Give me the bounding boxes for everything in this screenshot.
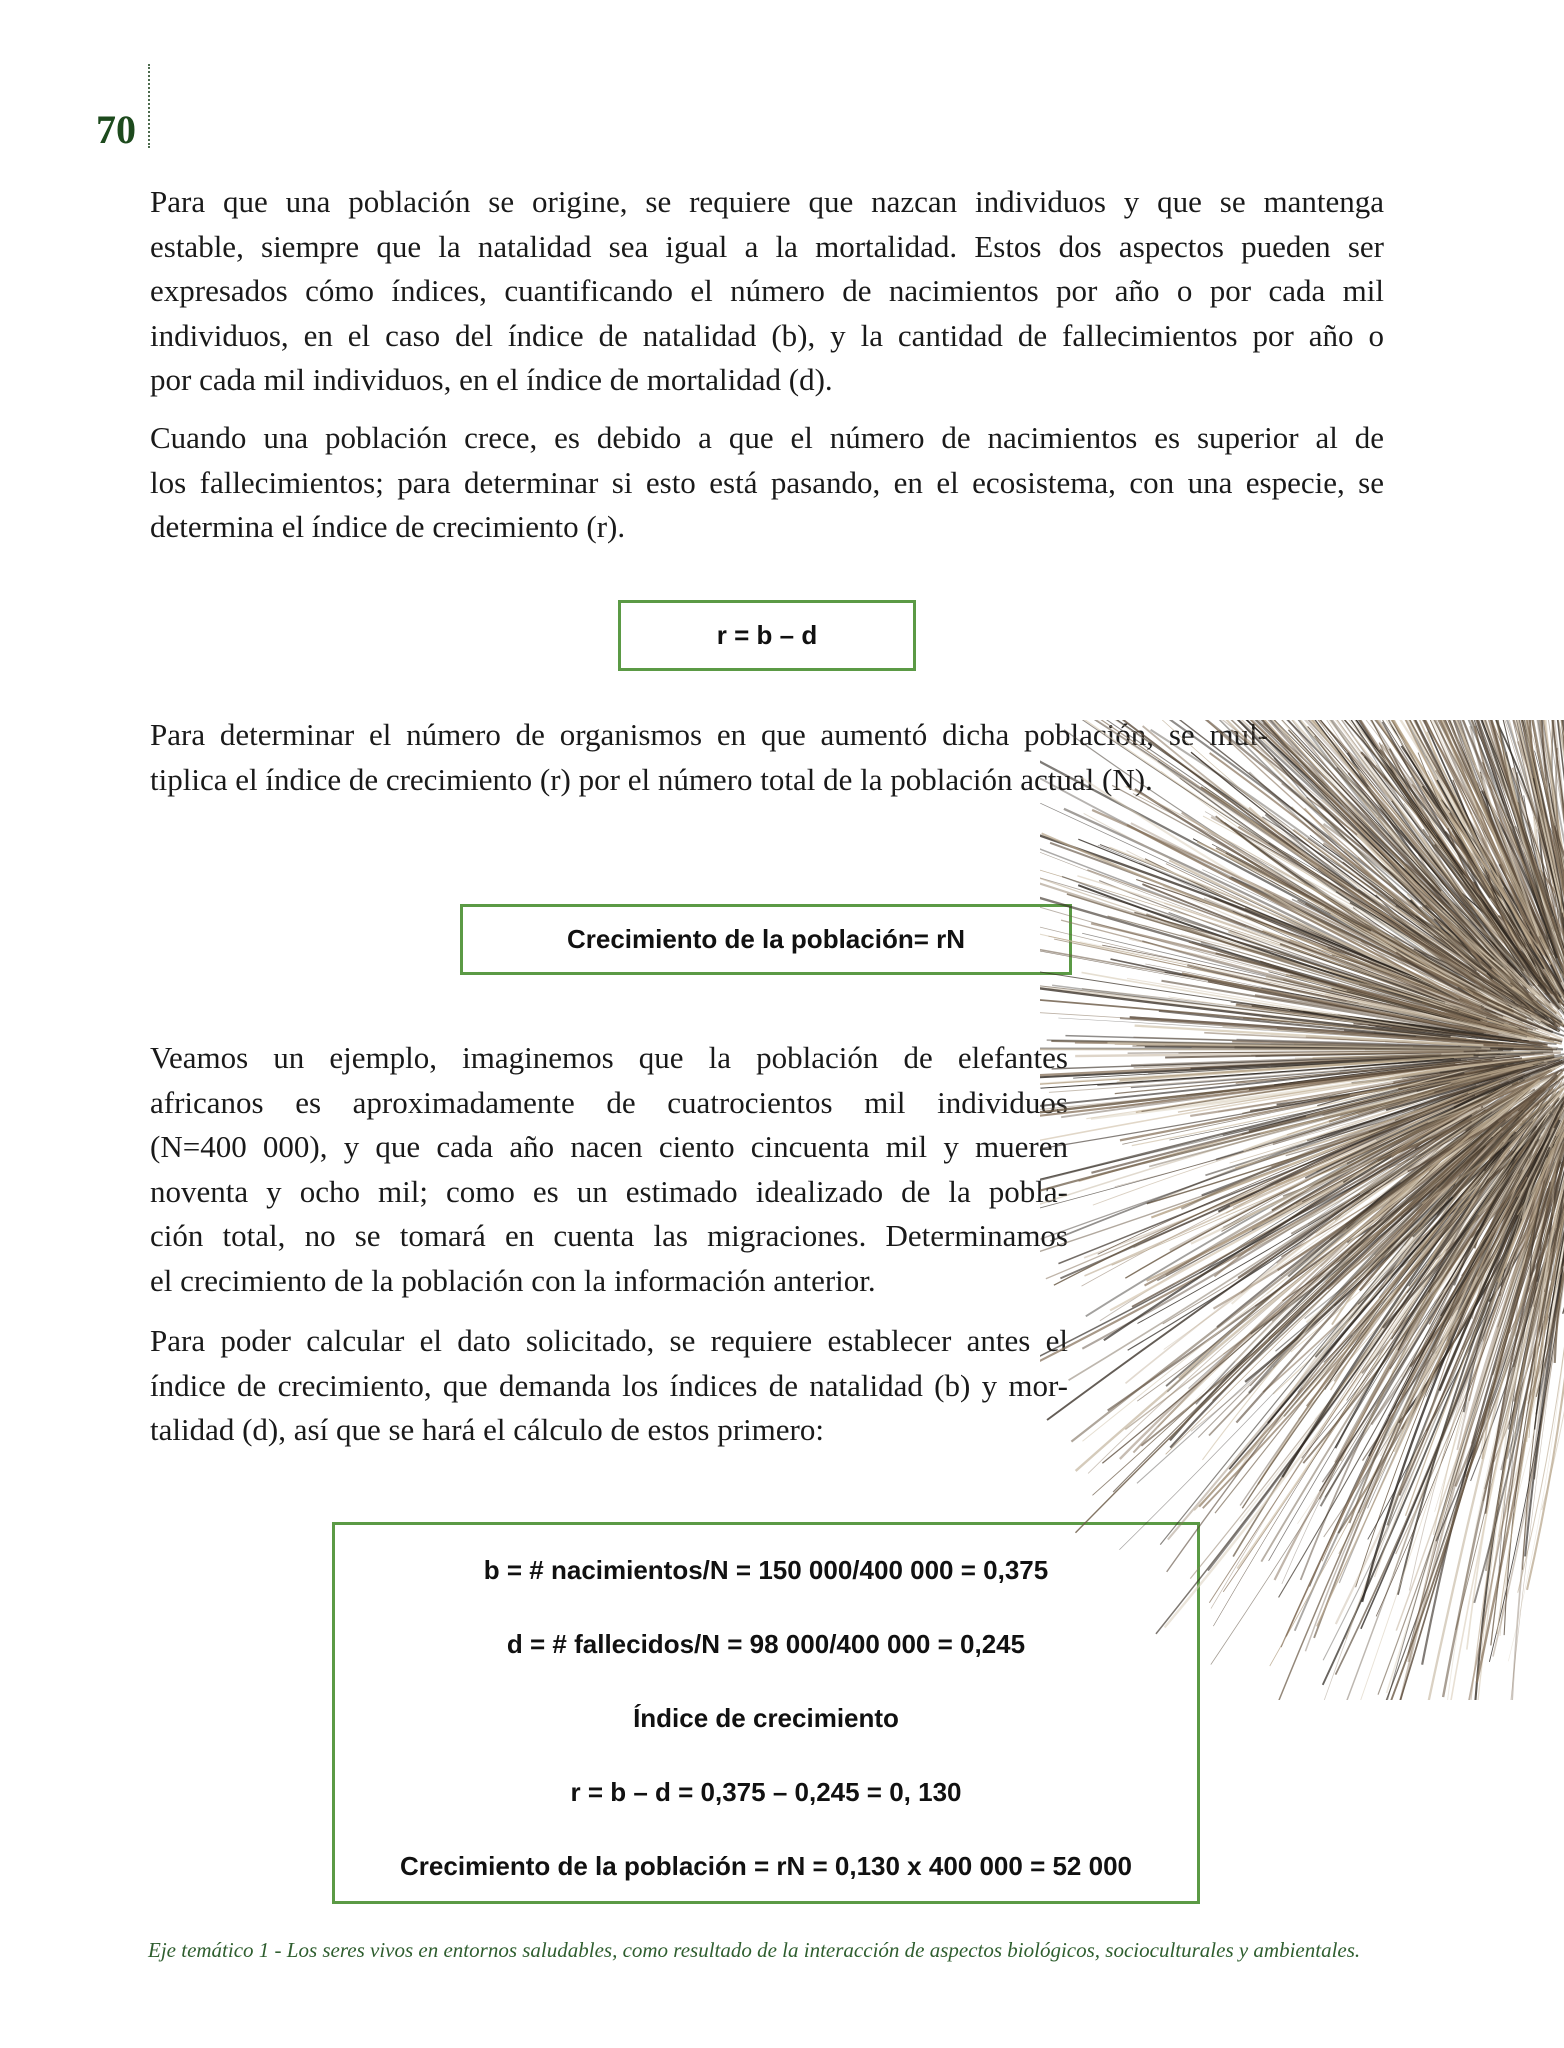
page-footer: Eje temático 1 - Los seres vivos en entornos saludables, como resultado de la interacción de aspectos biológicos, socioculturales y ambientales. <box>148 1938 1361 1962</box>
paragraph-line: los fallecimientos; para determinar si esto está pasando, en el ecosistema, con una especie, se <box>150 464 1384 500</box>
paragraph-line: africanos es aproximadamente de cuatrocientos mil individuos <box>150 1084 1068 1120</box>
formula-growth-index: r = b – d <box>618 600 916 671</box>
paragraph-population-origin <box>150 180 1384 403</box>
paragraph-line: ción total, no se tomará en cuenta las migraciones. Determinamos <box>150 1218 1068 1253</box>
paragraph-line: individuos, en el caso del índice de natalidad (b), y la cantidad de fallecimientos por año o <box>150 317 1384 353</box>
paragraph-line: por cada mil individuos, en el índice de mortalidad (d). <box>150 362 833 397</box>
paragraph-line: Para poder calcular el dato solicitado, se requiere establecer antes el <box>150 1323 1068 1358</box>
formula-population-growth: Crecimiento de la población= rN <box>460 904 1072 975</box>
paragraph-line: Para determinar el número de organismos en que aumentó dicha población, se mul- <box>150 717 1268 752</box>
page-number: 70 <box>96 107 136 152</box>
paragraph-line: Para que una población se origine, se requiere que nazcan individuos y que se mantenga <box>150 184 1384 219</box>
population-growth-calc: Crecimiento de la población = rN = 0,130 x 400 000 = 52 000 <box>400 1851 1132 1881</box>
growth-index-calc: r = b – d = 0,375 – 0,245 = 0, 130 <box>570 1777 962 1807</box>
paragraph-line: (N=400 000), y que cada año nacen ciento cincuenta mil y mueren <box>150 1129 1068 1164</box>
paragraph-line: el crecimiento de la población con la información anterior. <box>150 1262 876 1298</box>
paragraph-line: Cuando una población crece, es debido a que el número de nacimientos es superior al de <box>150 420 1384 455</box>
paragraph-calculation-intro <box>150 1319 1068 1453</box>
paragraph-line: índice de crecimiento, que demanda los índices de natalidad (b) y mor- <box>150 1367 1068 1403</box>
growth-index-heading: Índice de crecimiento <box>633 1703 899 1733</box>
paragraph-line: expresados cómo índices, cuantificando el número de nacimientos por año o por cada mil <box>150 273 1384 308</box>
paragraph-line: Veamos un ejemplo, imaginemos que la población de elefantes <box>150 1040 1068 1075</box>
paragraph-line: noventa y ocho mil; como es un estimado idealizado de la pobla- <box>150 1173 1068 1209</box>
birth-rate-calc: b = # nacimientos/N = 150 000/400 000 = 0,375 <box>483 1555 1049 1585</box>
paragraph-elephant-example <box>150 1036 1068 1303</box>
page-number-divider <box>148 64 150 148</box>
paragraph-line: talidad (d), así que se hará el cálculo de estos primero: <box>150 1412 824 1447</box>
paragraph-population-growth <box>150 416 1384 550</box>
death-rate-calc: d = # fallecidos/N = 98 000/400 000 = 0,245 <box>506 1629 1026 1659</box>
paragraph-line: estable, siempre que la natalidad sea igual a la mortalidad. Estos dos aspectos pueden ser <box>150 228 1384 264</box>
paragraph-line: determina el índice de crecimiento (r). <box>150 509 626 544</box>
paragraph-line: tiplica el índice de crecimiento (r) por el número total de la población actual (N). <box>150 761 1153 797</box>
animal-fur-image <box>1040 720 1564 1700</box>
